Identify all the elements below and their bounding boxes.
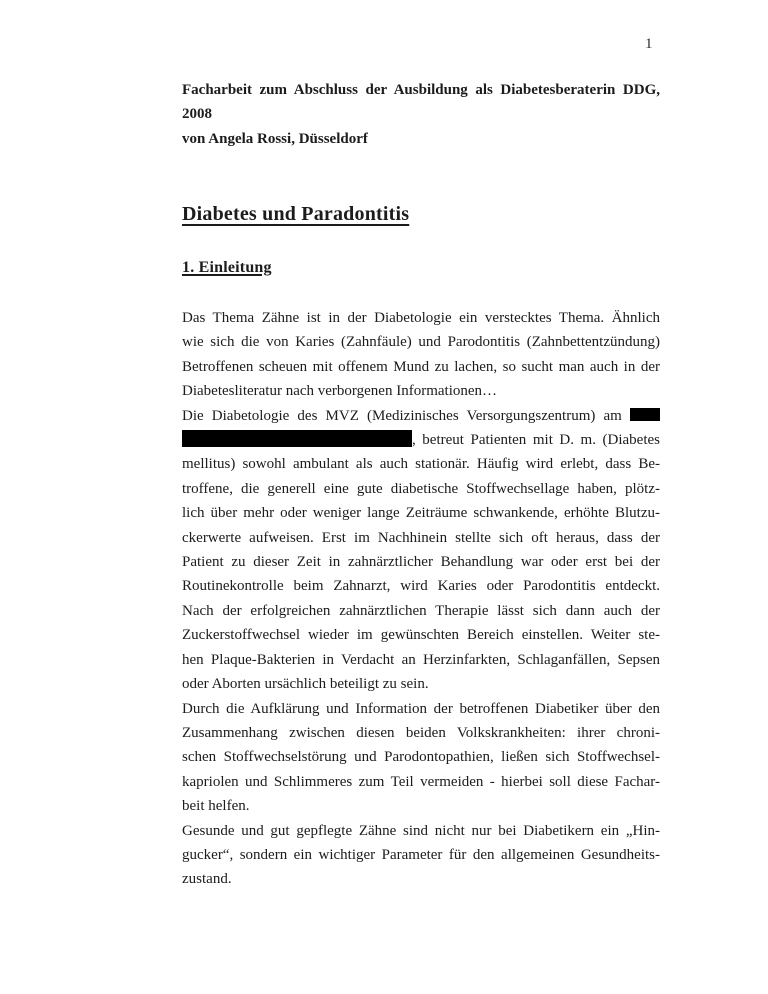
body-line: mellitus) sowohl ambulant als auch stationär. Häufig wird erlebt, dass Be-: [182, 456, 660, 473]
body-line: Durch die Aufklärung und Information der betroffenen Diabetiker über den: [182, 700, 660, 717]
body-line: lich über mehr oder weniger lange Zeiträume schwankende, erhöhte Blutzu-: [182, 505, 660, 522]
body-line-text: , betreut Patienten mit D. m. (Diabetes: [412, 432, 660, 449]
body-line: Diabetesliteratur nach verborgenen Informationen…: [182, 383, 498, 400]
body-line: schen Stoffwechselstörung und Parodontopathien, ließen sich Stoffwechsel-: [182, 749, 660, 766]
body-line: Betroffenen scheuen mit offenem Mund zu lachen, so sucht man auch in der: [182, 358, 660, 375]
page-number: 1: [645, 36, 653, 52]
redaction-block: [630, 408, 660, 421]
body-line: Routinekontrolle beim Zahnarzt, wird Karies oder Parodontitis entdeckt.: [182, 578, 660, 595]
document-header: [182, 78, 660, 151]
body-line: Zusammenhang zwischen diesen beiden Volkskrankheiten: ihrer chroni-: [182, 724, 660, 741]
body-text: [182, 306, 660, 892]
body-line: Patient zu dieser Zeit in zahnärztlicher Behandlung war oder erst bei der: [182, 554, 660, 571]
body-line-text: Die Diabetologie des MVZ (Medizinisches Versorgungszentrum) am: [182, 407, 622, 424]
body-line: wie sich die von Karies (Zahnfäule) und Parodontitis (Zahnbettentzündung): [182, 334, 660, 351]
document-title: Diabetes und Paradontitis: [182, 203, 410, 225]
body-line: zustand.: [182, 871, 232, 888]
body-line: Das Thema Zähne ist in der Diabetologie ein verstecktes Thema. Ähnlich: [182, 310, 660, 326]
body-line: Zuckerstoffwechsel wieder im gewünschten Bereich einstellen. Weiter ste-: [182, 627, 660, 644]
section-heading: 1. Einleitung: [182, 259, 272, 276]
body-line: Nach der erfolgreichen zahnärztlichen Therapie lässt sich dann auch der: [182, 602, 660, 619]
body-line-with-redaction: [182, 428, 660, 452]
body-line: hen Plaque-Bakterien in Verdacht an Herzinfarkten, Schlaganfällen, Sepsen: [182, 651, 660, 668]
header-line: 2008: [182, 106, 212, 123]
body-line: kapriolen und Schlimmeres zum Teil vermeiden - hierbei soll diese Fachar-: [182, 773, 660, 790]
body-line: oder Aborten ursächlich beteiligt zu sein.: [182, 676, 429, 693]
body-line: troffene, die generell eine gute diabetische Stoffwechsellage haben, plötz-: [182, 480, 660, 497]
header-line: Facharbeit zum Abschluss der Ausbildung als Diabetesberaterin DDG,: [182, 82, 660, 98]
body-line: beit helfen.: [182, 798, 250, 815]
header-line: von Angela Rossi, Düsseldorf: [182, 130, 368, 147]
body-line: Gesunde und gut gepflegte Zähne sind nicht nur bei Diabetikern ein „Hin-: [182, 822, 660, 839]
body-line: ckerwerte aufweisen. Erst im Nachhinein stellte sich oft heraus, dass der: [182, 529, 660, 546]
body-line-with-redaction: [182, 404, 660, 428]
body-line: gucker“, sondern ein wichtiger Parameter für den allgemeinen Gesundheits-: [182, 846, 660, 863]
redaction-block: [182, 430, 412, 447]
